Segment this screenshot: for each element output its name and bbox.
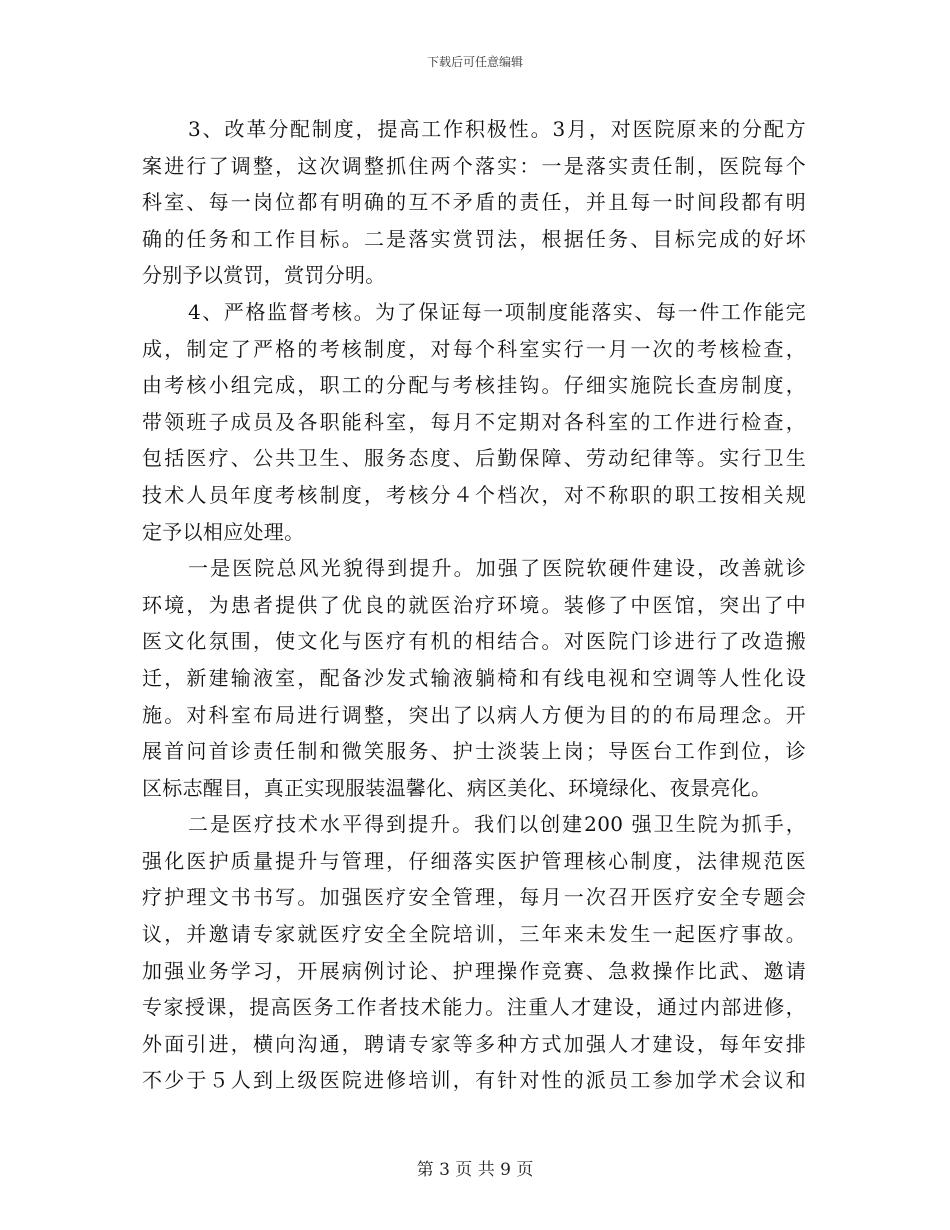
page-header: 下载后可任意编辑 [426, 55, 523, 69]
text-line: 包括医疗、公共卫生、服务态度、后勤保障、劳动纪律等。实行卫生 [142, 446, 806, 471]
text-line: 科室、每一岗位都有明确的互不矛盾的责任，并且每一时间段都有明 [142, 190, 806, 215]
text-line: 成，制定了严格的考核制度，对每个科室实行一月一次的考核检查， [142, 336, 806, 361]
text-line: 议，并邀请专家就医疗安全全院培训，三年来未发生一起医疗事故。 [142, 922, 806, 947]
text-line: 定予以相应处理。 [142, 519, 305, 544]
paragraph [142, 294, 806, 550]
text-line: 强化医护质量提升与管理，仔细落实医护管理核心制度，法律规范医 [142, 848, 806, 873]
text-line: 案进行了调整，这次调整抓住两个落实：一是落实责任制，医院每个 [142, 153, 806, 178]
text-line: 带领班子成员及各职能科室，每月不定期对各科室的工作进行检查， [142, 409, 806, 434]
text-line: 确的任务和工作目标。二是落实赏罚法，根据任务、目标完成的好坏 [142, 226, 806, 251]
text-line: 医文化氛围，使文化与医疗有机的相结合。对医院门诊进行了改造搬 [142, 629, 806, 654]
text-line: 技术人员年度考核制度，考核分４个档次，对不称职的职工按相关规 [142, 482, 806, 507]
text-line: 展首问首诊责任制和微笑服务、护士淡装上岗；导医台工作到位，诊 [142, 739, 806, 764]
text-line: 专家授课，提高医务工作者技术能力。注重人才建设，通过内部进修， [142, 995, 806, 1020]
paragraph [142, 550, 806, 806]
text-line: 区标志醒目，真正实现服装温馨化、病区美化、环境绿化、夜景亮化。 [142, 775, 772, 800]
page-footer: 第 3 页 共 9 页 [416, 1160, 534, 1180]
text-line: 分别予以赏罚，赏罚分明。 [142, 263, 386, 288]
text-line: 外面引进，横向沟通，聘请专家等多种方式加强人才建设，每年安排 [142, 1031, 806, 1056]
text-line: 加强业务学习，开展病例讨论、护理操作竞赛、急救操作比武、邀请 [142, 958, 806, 983]
text-line: 4、严格监督考核。为了保证每一项制度能落实、每一件工作能完 [188, 299, 806, 324]
paragraph [142, 111, 806, 294]
text-line: 不少于５人到上级医院进修培训，有针对性的派员工参加学术会议和 [142, 1068, 806, 1093]
text-line: 环境，为患者提供了优良的就医治疗环境。装修了中医馆，突出了中 [142, 592, 806, 617]
document-body [142, 111, 806, 1099]
text-line: 一是医院总风光貌得到提升。加强了医院软硬件建设，改善就诊 [188, 556, 806, 581]
text-line: 由考核小组完成，职工的分配与考核挂钩。仔细实施院长查房制度， [142, 373, 806, 398]
text-line: 施。对科室布局进行调整，突出了以病人方便为目的的布局理念。开 [142, 702, 806, 727]
text-line: 迁，新建输液室，配备沙发式输液躺椅和有线电视和空调等人性化设 [142, 665, 806, 690]
paragraph [142, 806, 806, 1099]
text-line: 疗护理文书书写。加强医疗安全管理，每月一次召开医疗安全专题会 [142, 885, 806, 910]
text-line: 3、改革分配制度，提高工作积极性。3月，对医院原来的分配方 [188, 117, 806, 141]
text-line: 二是医疗技术水平得到提升。我们以创建200 强卫生院为抓手， [188, 812, 806, 837]
